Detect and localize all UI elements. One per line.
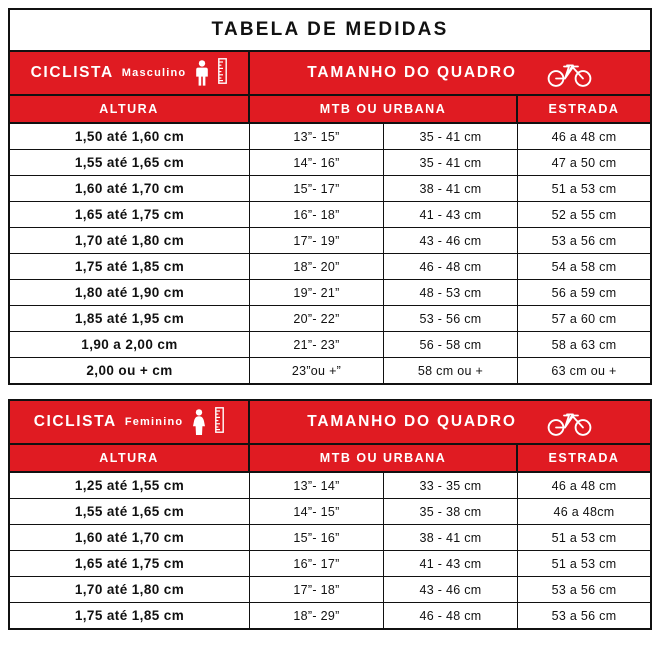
cell-altura: 1,80 até 1,90 cm: [10, 280, 250, 305]
cell-estrada: 53 a 56 cm: [551, 608, 617, 623]
cell-estrada: 53 a 56 cm: [551, 582, 617, 597]
cell-estrada: 51 a 53 cm: [551, 181, 617, 196]
cell-altura: 2,00 ou + cm: [10, 358, 250, 383]
cell-size: 14”- 16”: [250, 150, 384, 175]
cell-mtb: 53 - 56 cm: [384, 306, 518, 331]
cell-mtb: 48 - 53 cm: [384, 280, 518, 305]
cell-altura: 1,25 até 1,55 cm: [10, 473, 250, 498]
cell-mtb: 43 - 46 cm: [384, 228, 518, 253]
cell-estrada: 58 a 63 cm: [551, 337, 617, 352]
cell-estrada: 47 a 50 cm: [551, 155, 617, 170]
cell-mtb: 33 - 35 cm: [384, 473, 518, 498]
cell-altura: 1,55 até 1,65 cm: [10, 150, 250, 175]
header-cyclist-gender: Masculino: [121, 67, 187, 79]
table-male: [8, 8, 652, 385]
header-frame-size-male: [250, 52, 650, 94]
person-female-icon: [191, 409, 207, 435]
table-row: [10, 358, 650, 383]
ruler-icon: [215, 407, 224, 438]
cell-mtb: 38 - 41 cm: [384, 176, 518, 201]
page-title-text: TABELA DE MEDIDAS: [211, 19, 449, 40]
header-frame-label: TAMANHO DO QUADRO: [307, 64, 517, 81]
table-row: [10, 280, 650, 306]
cell-estrada: 56 a 59 cm: [551, 285, 617, 300]
table-female-body: [10, 473, 650, 628]
table-female-subheader: [10, 445, 650, 473]
cell-estrada: 46 a 48 cm: [551, 129, 617, 144]
col-header-altura: ALTURA: [10, 445, 250, 471]
cell-mtb: 46 - 48 cm: [384, 254, 518, 279]
cell-size: 16”- 18”: [250, 202, 384, 227]
table-row: [10, 176, 650, 202]
col-header-altura: ALTURA: [10, 96, 250, 122]
cell-size: 15”- 16”: [250, 525, 384, 550]
cell-size: 13”- 15”: [250, 124, 384, 149]
cell-altura: 1,65 até 1,75 cm: [10, 202, 250, 227]
cell-estrada: 51 a 53 cm: [551, 530, 617, 545]
table-row: [10, 306, 650, 332]
table-row: [10, 228, 650, 254]
cell-size: 14”- 15”: [250, 499, 384, 524]
cell-altura: 1,85 até 1,95 cm: [10, 306, 250, 331]
cell-mtb: 41 - 43 cm: [384, 202, 518, 227]
cell-size: 17”- 18”: [250, 577, 384, 602]
cell-altura: 1,50 até 1,60 cm: [10, 124, 250, 149]
table-male-header: [10, 52, 650, 96]
cell-estrada: 46 a 48 cm: [551, 478, 617, 493]
cell-altura: 1,75 até 1,85 cm: [10, 603, 250, 628]
table-female: [8, 399, 652, 630]
header-cyclist-female: [10, 401, 250, 443]
cell-altura: 1,60 até 1,70 cm: [10, 176, 250, 201]
cell-altura: 1,75 até 1,85 cm: [10, 254, 250, 279]
table-row: [10, 473, 650, 499]
cell-mtb: 35 - 41 cm: [384, 124, 518, 149]
cell-size: 18”- 29”: [250, 603, 384, 628]
cell-size: 18”- 20”: [250, 254, 384, 279]
page-title: [10, 10, 650, 52]
cell-estrada: 63 cm ou +: [551, 363, 617, 378]
cell-size: 15”- 17”: [250, 176, 384, 201]
cell-altura: 1,90 a 2,00 cm: [10, 332, 250, 357]
cell-estrada: 57 a 60 cm: [551, 311, 617, 326]
cell-mtb: 56 - 58 cm: [384, 332, 518, 357]
table-row: [10, 525, 650, 551]
table-row: [10, 124, 650, 150]
cell-altura: 1,70 até 1,80 cm: [10, 228, 250, 253]
cell-altura: 1,65 até 1,75 cm: [10, 551, 250, 576]
header-frame-label: TAMANHO DO QUADRO: [307, 413, 517, 430]
person-male-icon: [194, 60, 210, 86]
cell-size: 20”- 22”: [250, 306, 384, 331]
table-row: [10, 332, 650, 358]
table-row: [10, 551, 650, 577]
table-row: [10, 577, 650, 603]
table-row: [10, 254, 650, 280]
bicycle-icon: [547, 409, 593, 436]
cell-mtb: 35 - 38 cm: [384, 499, 518, 524]
cell-mtb: 41 - 43 cm: [384, 551, 518, 576]
cell-size: 23”ou +”: [250, 358, 384, 383]
header-cyclist-gender: Feminino: [124, 416, 184, 428]
table-row: [10, 150, 650, 176]
cell-estrada: 52 a 55 cm: [551, 207, 617, 222]
cell-mtb: 35 - 41 cm: [384, 150, 518, 175]
bicycle-icon: [547, 60, 593, 87]
table-female-header: [10, 401, 650, 445]
col-header-estrada: ESTRADA: [548, 451, 620, 465]
ruler-icon: [218, 58, 227, 89]
cell-size: 17”- 19”: [250, 228, 384, 253]
header-cyclist-male: [10, 52, 250, 94]
cell-mtb: 58 cm ou +: [384, 358, 518, 383]
cell-size: 13”- 14”: [250, 473, 384, 498]
cell-size: 19”- 21”: [250, 280, 384, 305]
cell-altura: 1,55 até 1,65 cm: [10, 499, 250, 524]
table-male-subheader: [10, 96, 650, 124]
table-male-body: [10, 124, 650, 383]
header-cyclist-label: CICLISTA: [33, 413, 117, 430]
cell-mtb: 46 - 48 cm: [384, 603, 518, 628]
col-header-estrada: ESTRADA: [548, 102, 620, 116]
cell-mtb: 43 - 46 cm: [384, 577, 518, 602]
col-header-mtb: MTB OU URBANA: [250, 96, 518, 122]
cell-estrada: 51 a 53 cm: [551, 556, 617, 571]
cell-estrada: 54 a 58 cm: [551, 259, 617, 274]
cell-mtb: 38 - 41 cm: [384, 525, 518, 550]
header-cyclist-label: CICLISTA: [30, 64, 114, 81]
header-frame-size-female: [250, 401, 650, 443]
table-row: [10, 202, 650, 228]
cell-estrada: 53 a 56 cm: [551, 233, 617, 248]
cell-altura: 1,70 até 1,80 cm: [10, 577, 250, 602]
cell-size: 16”- 17”: [250, 551, 384, 576]
col-header-mtb: MTB OU URBANA: [250, 445, 518, 471]
table-row: [10, 499, 650, 525]
cell-estrada: 46 a 48cm: [553, 504, 615, 519]
cell-altura: 1,60 até 1,70 cm: [10, 525, 250, 550]
cell-size: 21”- 23”: [250, 332, 384, 357]
table-row: [10, 603, 650, 628]
